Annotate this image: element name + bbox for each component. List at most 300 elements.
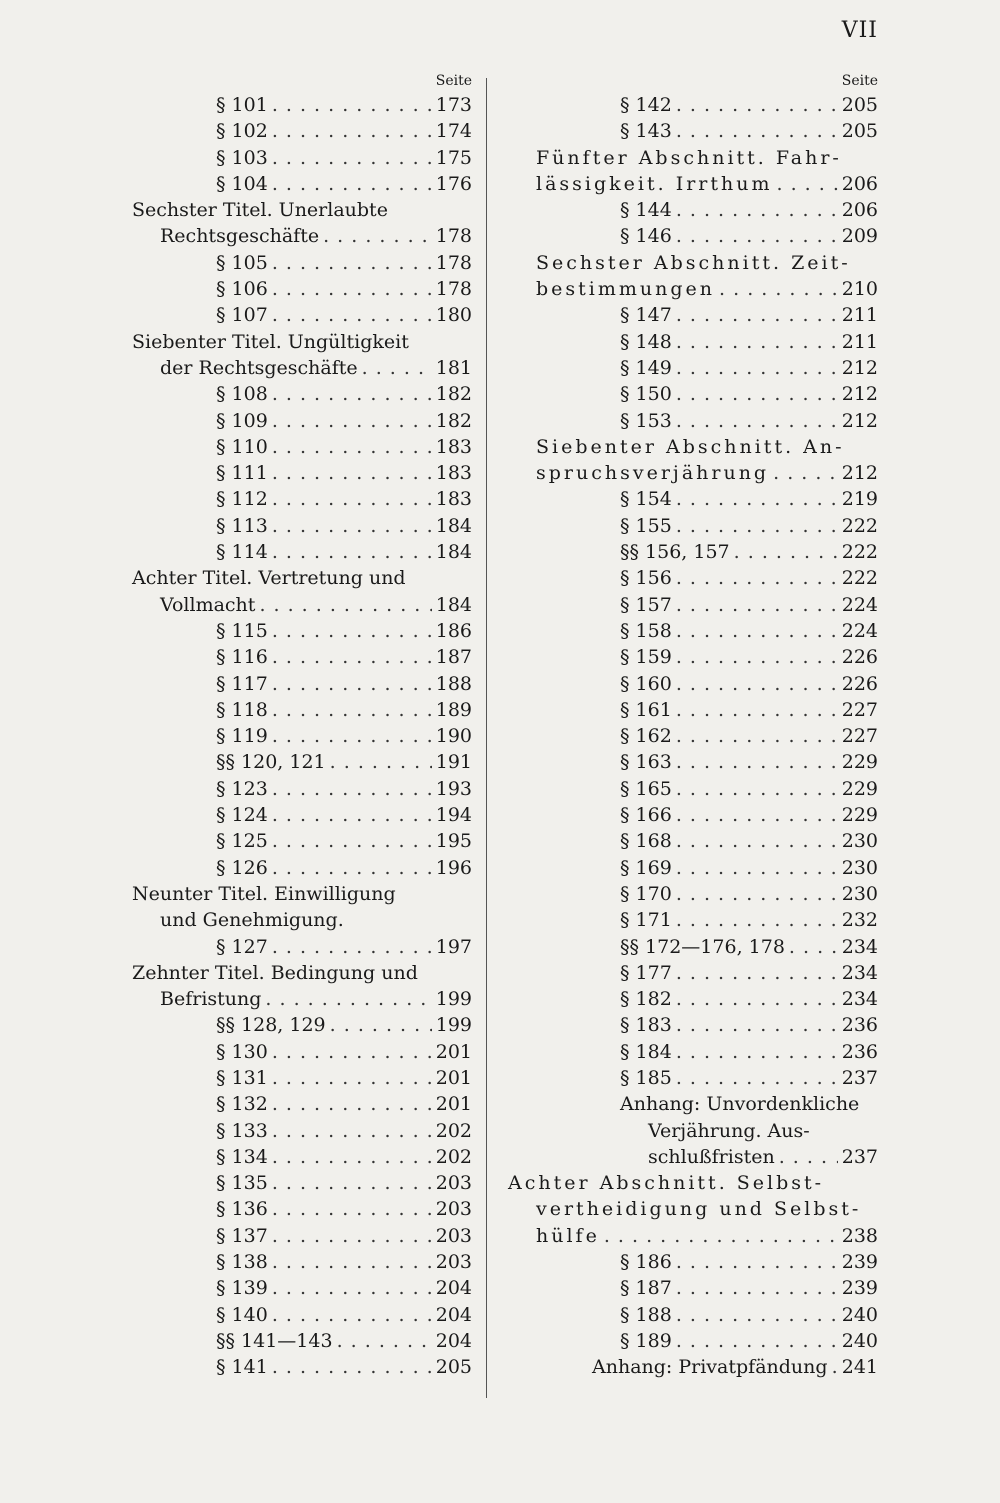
- toc-entry-label: § 103: [216, 146, 268, 169]
- toc-entry-label: § 125: [216, 830, 268, 853]
- dot-leader: [789, 934, 838, 960]
- toc-entry-label: § 177: [620, 961, 672, 984]
- toc-entry-page: 212: [841, 383, 878, 406]
- toc-entry: [508, 749, 878, 775]
- dot-leader: [272, 408, 432, 434]
- toc-entry-page: 183: [435, 462, 472, 485]
- dot-leader: [272, 802, 432, 828]
- toc-entry: [508, 355, 878, 381]
- toc-entry: [508, 986, 878, 1012]
- toc-entry-page: 181: [435, 356, 472, 379]
- dot-leader: [676, 618, 838, 644]
- toc-entry-label: § 159: [620, 646, 672, 669]
- toc-entry-page: 203: [435, 1251, 472, 1274]
- toc-entry: [508, 302, 878, 328]
- toc-entry-label: § 110: [216, 435, 268, 458]
- toc-entry: [132, 1328, 472, 1354]
- toc-entry: [132, 986, 472, 1012]
- toc-entry-label: §§ 128, 129: [216, 1014, 326, 1037]
- toc-entry-page: 204: [435, 1277, 472, 1300]
- toc-heading-text: Sechster Titel. Unerlaubte: [132, 199, 388, 222]
- toc-entry: [508, 1354, 878, 1380]
- toc-entry-page: 180: [435, 304, 472, 327]
- toc-entry: [508, 1065, 878, 1091]
- toc-entry-label: § 147: [620, 304, 672, 327]
- dot-leader: [272, 1354, 432, 1380]
- toc-entry: [132, 697, 472, 723]
- toc-entry-label: § 138: [216, 1251, 268, 1274]
- toc-entry-page: 191: [435, 751, 472, 774]
- dot-leader: [337, 1328, 432, 1354]
- dot-leader: [676, 802, 838, 828]
- toc-entry-label: § 144: [620, 199, 672, 222]
- toc-entry-page: 187: [435, 646, 472, 669]
- dot-leader: [272, 460, 432, 486]
- dot-leader: [676, 644, 838, 670]
- toc-entry-page: 212: [841, 462, 878, 485]
- dot-leader: [676, 355, 838, 381]
- toc-entry: [132, 1249, 472, 1275]
- toc-entry-page: 202: [435, 1145, 472, 1168]
- dot-leader: [676, 329, 838, 355]
- toc-entry-page: 173: [435, 94, 472, 116]
- toc-entry: [508, 1328, 878, 1354]
- dot-leader: [272, 434, 432, 460]
- toc-entry-label: § 162: [620, 725, 672, 748]
- toc-entry-page: 184: [435, 541, 472, 564]
- toc-entry-page: 201: [435, 1040, 472, 1063]
- toc-entry-label: § 166: [620, 804, 672, 827]
- toc-entry-label: der Rechtsgeschäfte: [160, 356, 358, 379]
- toc-entry-page: 239: [841, 1251, 878, 1274]
- dot-leader: [362, 355, 432, 381]
- toc-heading: [508, 1091, 878, 1117]
- toc-entry-label: § 156: [620, 567, 672, 590]
- toc-entry: [508, 539, 878, 565]
- toc-entry-page: 176: [435, 172, 472, 195]
- toc-entry-label: § 165: [620, 777, 672, 800]
- toc-entry-page: 203: [435, 1172, 472, 1195]
- toc-heading-text: vertheidigung und Selbst-: [536, 1198, 862, 1221]
- toc-entry-page: 205: [841, 94, 878, 116]
- dot-leader: [272, 118, 432, 144]
- toc-entry-page: 226: [841, 672, 878, 695]
- column-divider: [486, 78, 487, 1398]
- toc-entry-page: 202: [435, 1119, 472, 1142]
- toc-entry: [132, 171, 472, 197]
- toc-entry: [508, 828, 878, 854]
- toc-entry: [508, 276, 878, 302]
- dot-leader: [272, 1302, 432, 1328]
- dot-leader: [272, 1223, 432, 1249]
- dot-leader: [272, 486, 432, 512]
- toc-entry-page: 211: [841, 330, 878, 353]
- dot-leader: [676, 513, 838, 539]
- dot-leader: [676, 828, 838, 854]
- toc-entry-label: § 182: [620, 988, 672, 1011]
- toc-entry: [508, 881, 878, 907]
- toc-heading-text: Zehnter Titel. Bedingung und: [132, 961, 418, 984]
- toc-entry: [132, 1170, 472, 1196]
- toc-entry-label: § 101: [216, 94, 268, 116]
- dot-leader: [676, 855, 838, 881]
- toc-entry-page: 234: [841, 961, 878, 984]
- dot-leader: [272, 171, 432, 197]
- toc-entry-page: 237: [841, 1145, 878, 1168]
- toc-entry-page: 222: [841, 567, 878, 590]
- toc-entry-page: 212: [841, 409, 878, 432]
- dot-leader: [272, 92, 432, 118]
- toc-entry-label: §§ 156, 157: [620, 541, 730, 564]
- toc-entry: [132, 145, 472, 171]
- toc-entry-label: § 185: [620, 1066, 672, 1089]
- toc-entry-page: 178: [435, 278, 472, 301]
- toc-entry: [132, 223, 472, 249]
- toc-entry: [508, 960, 878, 986]
- dot-leader: [676, 671, 838, 697]
- toc-entry-label: § 143: [620, 120, 672, 143]
- toc-entry-label: spruchsverjährung: [536, 462, 770, 485]
- toc-entry: [508, 171, 878, 197]
- toc-entry-label: § 139: [216, 1277, 268, 1300]
- toc-entry-page: 206: [841, 199, 878, 222]
- dot-leader: [272, 828, 432, 854]
- toc-entry-label: § 108: [216, 383, 268, 406]
- dot-leader: [676, 960, 838, 986]
- toc-entry-label: § 157: [620, 593, 672, 616]
- toc-entry: [132, 92, 472, 118]
- toc-entry-label: §§ 120, 121: [216, 751, 326, 774]
- toc-entry: [508, 802, 878, 828]
- toc-entry-page: 188: [435, 672, 472, 695]
- dot-leader: [272, 513, 432, 539]
- toc-entry-label: § 113: [216, 514, 268, 537]
- toc-entry-page: 234: [841, 988, 878, 1011]
- toc-entry-page: 195: [435, 830, 472, 853]
- dot-leader: [330, 1012, 432, 1038]
- toc-entry: [508, 1302, 878, 1328]
- toc-entry-page: 236: [841, 1040, 878, 1063]
- dot-leader: [330, 749, 432, 775]
- toc-column-left: [132, 70, 472, 1381]
- toc-entry-page: 175: [435, 146, 472, 169]
- dot-leader: [272, 1275, 432, 1301]
- dot-leader: [676, 92, 838, 118]
- toc-entry-label: bestimmungen: [536, 278, 716, 301]
- toc-entry-label: lässigkeit. Irrthum: [536, 172, 773, 195]
- toc-heading: [508, 1170, 878, 1196]
- dot-leader: [676, 723, 838, 749]
- toc-entry-label: § 161: [620, 698, 672, 721]
- toc-entry: [132, 671, 472, 697]
- toc-entry-page: 201: [435, 1093, 472, 1116]
- toc-entry-label: § 160: [620, 672, 672, 695]
- toc-heading-text: Siebenter Abschnitt. An-: [536, 435, 845, 458]
- column-header-seite: Seite: [841, 73, 878, 89]
- dot-leader: [676, 697, 838, 723]
- toc-heading: [132, 197, 472, 223]
- dot-leader: [323, 223, 432, 249]
- toc-entry: [508, 1223, 878, 1249]
- toc-entry-label: § 183: [620, 1014, 672, 1037]
- toc-entry-page: 184: [435, 593, 472, 616]
- toc-heading-text: und Genehmigung.: [160, 909, 344, 932]
- toc-entry: [508, 197, 878, 223]
- toc-entry-label: § 130: [216, 1040, 268, 1063]
- toc-entry-label: § 105: [216, 251, 268, 274]
- toc-entry-page: 234: [841, 935, 878, 958]
- dot-leader: [676, 749, 838, 775]
- toc-entry-label: § 142: [620, 94, 672, 116]
- toc-entry: [508, 723, 878, 749]
- dot-leader: [272, 644, 432, 670]
- toc-entry-label: Rechtsgeschäfte: [160, 225, 320, 248]
- toc-entry-label: § 141: [216, 1356, 268, 1379]
- dot-leader: [272, 618, 432, 644]
- toc-entry: [132, 486, 472, 512]
- toc-entry: [132, 460, 472, 486]
- toc-entry-label: § 149: [620, 356, 672, 379]
- toc-entry-label: § 155: [620, 514, 672, 537]
- dot-leader: [676, 986, 838, 1012]
- dot-leader: [676, 302, 838, 328]
- dot-leader: [676, 486, 838, 512]
- toc-entry: [132, 776, 472, 802]
- toc-heading: [508, 434, 878, 460]
- dot-leader: [734, 539, 838, 565]
- toc-entry: [132, 250, 472, 276]
- dot-leader: [676, 907, 838, 933]
- toc-entry-page: 178: [435, 251, 472, 274]
- toc-entry-page: 224: [841, 593, 878, 616]
- toc-entry-label: § 170: [620, 882, 672, 905]
- toc-entry: [132, 1196, 472, 1222]
- page-number: VII: [841, 18, 878, 43]
- toc-entry-page: 224: [841, 619, 878, 642]
- toc-heading-text: Achter Abschnitt. Selbst-: [508, 1172, 825, 1195]
- dot-leader: [779, 1144, 838, 1170]
- dot-leader: [676, 1302, 838, 1328]
- dot-leader: [272, 381, 432, 407]
- toc-entry: [132, 1118, 472, 1144]
- toc-heading: [132, 907, 472, 933]
- toc-entry: [508, 671, 878, 697]
- toc-entry-label: § 116: [216, 646, 268, 669]
- dot-leader: [272, 1091, 432, 1117]
- toc-entry-page: 182: [435, 409, 472, 432]
- toc-heading: [508, 1196, 878, 1222]
- toc-entry-page: 210: [841, 278, 878, 301]
- dot-leader: [272, 855, 432, 881]
- toc-entry: [132, 381, 472, 407]
- toc-entry-label: § 124: [216, 804, 268, 827]
- toc-heading-text: Verjährung. Aus-: [648, 1119, 810, 1142]
- toc-heading-text: Sechster Abschnitt. Zeit-: [536, 251, 851, 274]
- dot-leader: [272, 697, 432, 723]
- toc-entry: [508, 223, 878, 249]
- toc-entry-label: § 153: [620, 409, 672, 432]
- toc-entry: [132, 723, 472, 749]
- dot-leader: [272, 1170, 432, 1196]
- toc-entry-page: 189: [435, 698, 472, 721]
- toc-entry-label: § 189: [620, 1329, 672, 1352]
- toc-entry-page: 205: [435, 1356, 472, 1379]
- dot-leader: [272, 1249, 432, 1275]
- toc-entry-page: 183: [435, 488, 472, 511]
- toc-entry-label: § 146: [620, 225, 672, 248]
- toc-entry-page: 232: [841, 909, 878, 932]
- toc-entry-label: § 135: [216, 1172, 268, 1195]
- toc-entry: [132, 302, 472, 328]
- toc-entry-label: § 107: [216, 304, 268, 327]
- toc-entry-label: § 186: [620, 1251, 672, 1274]
- toc-heading-text: Siebenter Titel. Ungültigkeit: [132, 330, 409, 353]
- toc-entry: [132, 592, 472, 618]
- toc-entry-page: 227: [841, 725, 878, 748]
- toc-entry: [508, 460, 878, 486]
- toc-entry: [132, 539, 472, 565]
- toc-entry: [132, 355, 472, 381]
- toc-entry-page: 241: [841, 1356, 878, 1379]
- toc-entry-page: 197: [435, 935, 472, 958]
- dot-leader: [272, 934, 432, 960]
- toc-entry: [132, 1091, 472, 1117]
- toc-entries-left: [132, 92, 472, 1381]
- dot-leader: [676, 408, 838, 434]
- dot-leader: [676, 592, 838, 618]
- toc-entries-right: [508, 92, 878, 1381]
- toc-entry: [132, 1275, 472, 1301]
- dot-leader: [259, 592, 431, 618]
- toc-entry-page: 204: [435, 1303, 472, 1326]
- toc-entry-page: 227: [841, 698, 878, 721]
- dot-leader: [676, 197, 838, 223]
- toc-entry-label: § 104: [216, 172, 268, 195]
- toc-entry-label: § 117: [216, 672, 268, 695]
- toc-entry: [508, 92, 878, 118]
- toc-entry-label: Befristung: [160, 988, 262, 1011]
- dot-leader: [676, 118, 838, 144]
- toc-entry-label: § 136: [216, 1198, 268, 1221]
- toc-entry-label: § 112: [216, 488, 268, 511]
- toc-entry-page: 230: [841, 856, 878, 879]
- dot-leader: [676, 1249, 838, 1275]
- dot-leader: [676, 565, 838, 591]
- toc-entry: [508, 1144, 878, 1170]
- toc-entry-label: § 114: [216, 541, 268, 564]
- toc-entry-label: § 150: [620, 383, 672, 406]
- toc-entry-page: 199: [435, 988, 472, 1011]
- toc-entry: [508, 618, 878, 644]
- toc-entry: [508, 592, 878, 618]
- toc-entry-label: § 102: [216, 120, 268, 143]
- toc-entry-label: § 188: [620, 1303, 672, 1326]
- toc-heading: [508, 145, 878, 171]
- toc-entry: [508, 513, 878, 539]
- toc-entry-label: § 158: [620, 619, 672, 642]
- toc-entry-page: 199: [435, 1014, 472, 1037]
- dot-leader: [272, 539, 432, 565]
- toc-entry-page: 229: [841, 751, 878, 774]
- toc-entry-label: § 132: [216, 1093, 268, 1116]
- toc-entry-label: § 163: [620, 751, 672, 774]
- toc-entry-label: § 140: [216, 1303, 268, 1326]
- toc-entry-page: 193: [435, 777, 472, 800]
- toc-entry: [508, 329, 878, 355]
- toc-entry-page: 219: [841, 488, 878, 511]
- dot-leader: [272, 776, 432, 802]
- toc-entry: [508, 934, 878, 960]
- toc-entry-label: § 115: [216, 619, 268, 642]
- toc-entry: [132, 118, 472, 144]
- toc-entry-page: 203: [435, 1198, 472, 1221]
- toc-entry: [508, 381, 878, 407]
- toc-heading: [508, 250, 878, 276]
- toc-entry: [508, 855, 878, 881]
- toc-entry-page: 182: [435, 383, 472, 406]
- toc-entry-page: 196: [435, 856, 472, 879]
- toc-entry-page: 212: [841, 356, 878, 379]
- dot-leader: [676, 1012, 838, 1038]
- toc-entry: [132, 1039, 472, 1065]
- column-header-seite: Seite: [435, 73, 472, 89]
- toc-entry-page: 222: [841, 514, 878, 537]
- toc-entry-page: 240: [841, 1329, 878, 1352]
- toc-entry-label: §§ 141—143: [216, 1329, 333, 1352]
- toc-entry: [132, 1144, 472, 1170]
- toc-entry-page: 239: [841, 1277, 878, 1300]
- toc-entry: [508, 697, 878, 723]
- toc-entry-page: 205: [841, 120, 878, 143]
- toc-entry: [132, 408, 472, 434]
- dot-leader: [676, 776, 838, 802]
- toc-entry: [132, 1354, 472, 1380]
- toc-heading: [132, 565, 472, 591]
- toc-entry: [132, 644, 472, 670]
- dot-leader: [272, 1118, 432, 1144]
- toc-entry: [132, 828, 472, 854]
- toc-entry-label: § 148: [620, 330, 672, 353]
- toc-entry: [508, 776, 878, 802]
- toc-heading-text: Anhang: Unvordenkliche: [620, 1093, 860, 1116]
- toc-entry-page: 190: [435, 725, 472, 748]
- toc-entry-label: § 184: [620, 1040, 672, 1063]
- toc-entry-label: § 137: [216, 1224, 268, 1247]
- toc-entry-label: § 131: [216, 1066, 268, 1089]
- toc-entry-label: § 134: [216, 1145, 268, 1168]
- toc-entry-label: § 154: [620, 488, 672, 511]
- toc-entry-page: 203: [435, 1224, 472, 1247]
- toc-entry-label: § 119: [216, 725, 268, 748]
- toc-entry-page: 183: [435, 435, 472, 458]
- dot-leader: [272, 250, 432, 276]
- toc-entry: [132, 618, 472, 644]
- toc-entry-label: § 106: [216, 278, 268, 301]
- dot-leader: [272, 1065, 432, 1091]
- dot-leader: [676, 1039, 838, 1065]
- toc-entry-page: 240: [841, 1303, 878, 1326]
- dot-leader: [272, 1144, 432, 1170]
- toc-entry: [132, 1065, 472, 1091]
- toc-entry-label: § 171: [620, 909, 672, 932]
- dot-leader: [604, 1223, 838, 1249]
- toc-entry: [508, 1039, 878, 1065]
- toc-entry-label: § 118: [216, 698, 268, 721]
- dot-leader: [272, 1039, 432, 1065]
- toc-entry-label: Vollmacht: [160, 593, 256, 616]
- toc-entry: [132, 855, 472, 881]
- toc-entry-page: 174: [435, 120, 472, 143]
